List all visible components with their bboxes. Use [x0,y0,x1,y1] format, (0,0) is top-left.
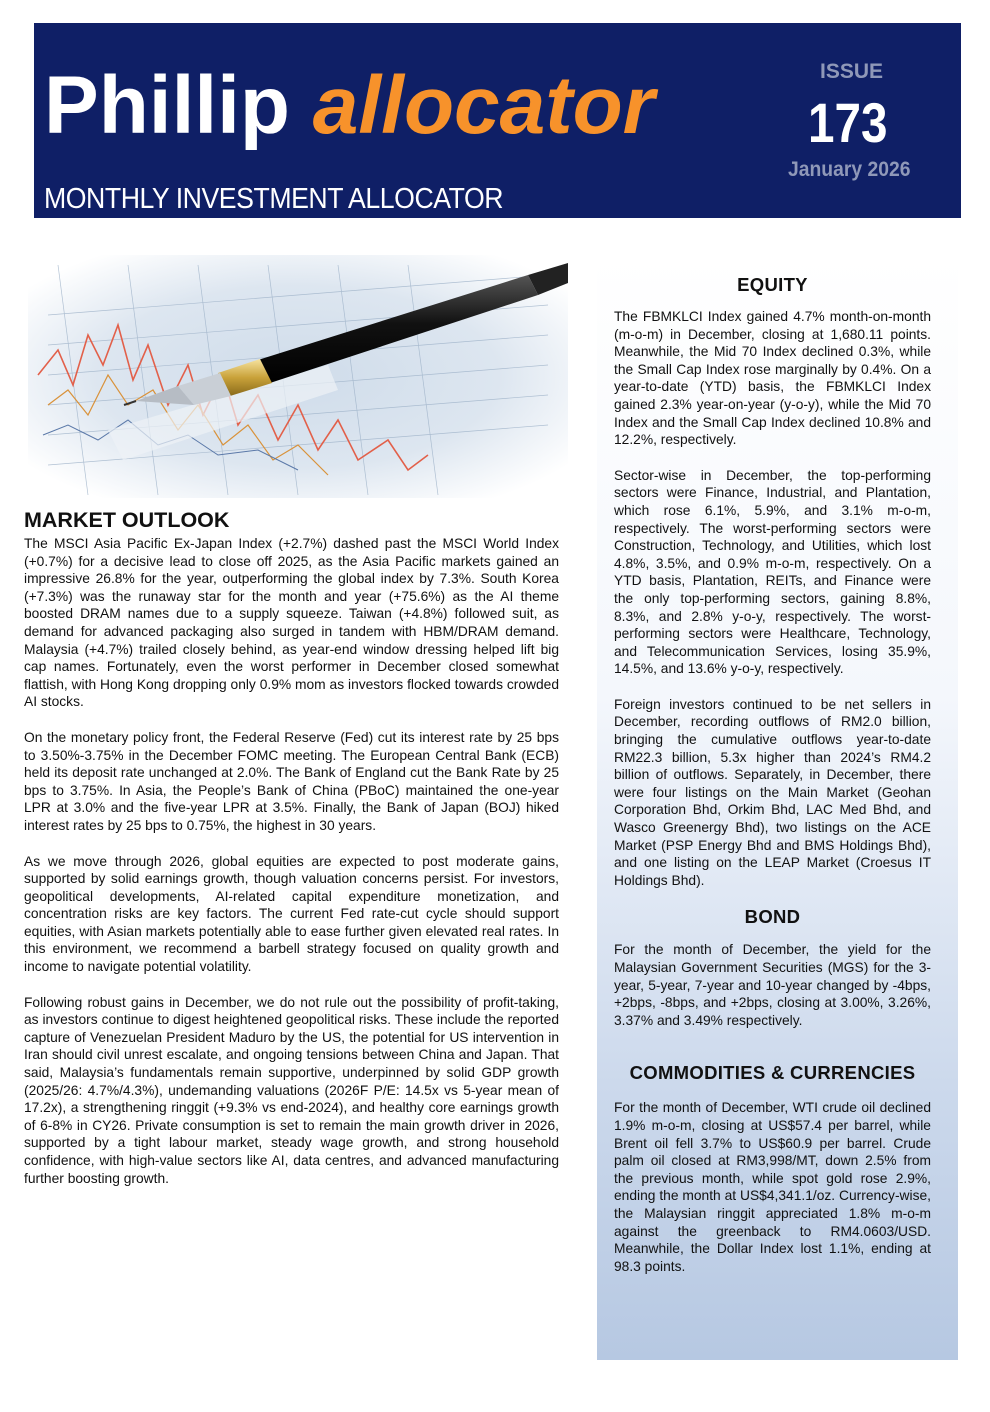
brand-word-phillip: Phillip [44,60,290,151]
brand-word-allocator: allocator [312,60,655,151]
market-outlook-heading: MARKET OUTLOOK [24,508,230,532]
market-outlook-section [24,508,559,1205]
issue-label: ISSUE [820,60,884,83]
publication-subtitle: MONTHLY INVESTMENT ALLOCATOR [44,183,504,215]
commodities-paragraph: For the month of December, WTI crude oil declined 1.9% m-o-m, closing at US$57.4 per barrel, while Brent oil fell 3.7% to US$60.9 per barrel. Crude palm oil closed at RM3,998/MT, down 2.5% from the previous month, while spot gold rose 2.9%, ending the month at US$4,341.1/oz. Currency-wise, the Malaysian ringgit appreciated 1.8% m-o-m against the greenback to RM4.0603/USD. Meanwhile, the Dollar Index lost 1.1%, ending at 98.3 points. [614,1100,931,1274]
market-outlook-paragraph: The MSCI Asia Pacific Ex-Japan Index (+2.7%) dashed past the MSCI World Index (+0.7%) for a decisive lead to close off 2025, as the Asia Pacific markets gained an impressive 26.8% for the year, outperforming the global index by 7.3%. South Korea (+7.3%) was the runaway star for the month and year (+75.6%) as the AI theme boosted DRAM names due to a supply squeeze. Taiwan (+4.8%) followed suit, as demand for advanced packaging also surged in tandem with HBM/DRAM demand. Malaysia (+4.7%) trailed closely behind, as year-end window dressing helped lift big cap names. Fortunately, even the worst performer in December closed somewhat flattish, with Hong Kong dropping only 0.9% mom as investors flocked towards crowded AI stocks. [24,536,559,710]
bond-heading: BOND [744,906,801,928]
chart-with-pen-photo [28,255,568,498]
market-outlook-paragraph: As we move through 2026, global equities are expected to post moderate gains, supported by solid earnings growth, though valuation concerns persist. For investors, geopolitical developments, AI-related capital expenditure monetization, and concentration risks are key factors. The current Fed rate-cut cycle should support equities, with Asian markets potentially able to ease further given elevated real rates. In this environment, we recommend a barbell strategy focused on quality growth and income to navigate potential volatility. [24,853,559,975]
brand-title [44,60,655,151]
commodities-heading: COMMODITIES & CURRENCIES [629,1062,916,1084]
issue-number: 173 [808,91,888,154]
bond-paragraph: For the month of December, the yield for the Malaysian Government Securities (MGS) for the 3-year, 5-year, 7-year and 10-year changed by -4bps, +2bps, -8bps, and +2bps, closing at 3.00%, 3.26%, 3.37% and 3.49% respectively. [614,942,931,1028]
equity-heading: EQUITY [737,274,808,295]
header-banner [34,23,961,218]
equity-paragraph: Sector-wise in December, the top-performing sectors were Finance, Industrial, and Plantation, which rose 6.1%, 5.9%, and 3.1% m-o-m, respectively. The worst-performing sectors were Construction, Technology, and Utilities, which lost 4.8%, 3.5%, and 0.9% m-o-m, respectively. On a YTD basis, Plantation, REITs, and Finance were the only top-performing sectors, gaining 8.8%, 8.3%, and 2.8% y-o-y, respectively. The worst-performing sectors were Healthcare, Technology, and Telecommunication Services, losing 35.9%, 14.5%, and 13.6% y-o-y, respectively. [614,467,931,677]
market-outlook-paragraph: Following robust gains in December, we do not rule out the possibility of profit-taking, as investors continue to digest heightened geopolitical risks. These include the reported capture of Venezuelan President Maduro by the US, the potential for US intervention in Iran should civil unrest escalate, and ongoing tensions between China and Japan. That said, Malaysia’s fundamentals remain supportive, underpinned by solid GDP growth (2025/26: 4.7%/4.3%), undemanding valuations (2026F P/E: 14.5x vs 5-year mean of 17.2x), a strengthening ringgit (+9.3% vs end-2024), and healthy core earnings growth of 6-8% in CY26. Private consumption is set to remain the main growth driver in 2026, supported by a tight labour market, steady wage growth, and strong household confidence, with high-value sectors like AI, data centres, and advanced manufacturing further boosting growth. [24,994,559,1186]
equity-paragraph: Foreign investors continued to be net sellers in December, recording outflows of RM2.0 billion, bringing the cumulative outflows year-to-date RM22.3 billion, 5.3x higher than 2024’s RM4.2 billion of outflows. Separately, in December, there were four listings on the Main Market (Geohan Corporation Bhd, Orkim Bhd, LAC Med Bhd, and Wasco Greenergy Bhd), two listings on the ACE Market (PSP Energy Bhd and BMS Holdings Bhd), and one listing on the LEAP Market (Croesus IT Holdings Bhd). [614,696,931,888]
side-panel [597,256,958,1360]
equity-paragraph: The FBMKLCI Index gained 4.7% month-on-month (m-o-m) in December, closing at 1,680.11 points. Meanwhile, the Mid 70 Index declined 0.3%, while the Small Cap Index rose marginally by 0.4%. On a year-to-date (YTD) basis, the FBMKLCI Index gained 2.3% year-on-year (y-o-y), while the Mid 70 Index and the Small Cap Index declined 10.8% and 12.2%, respectively. [614,309,931,448]
issue-date: January 2026 [788,158,911,181]
market-outlook-paragraph: On the monetary policy front, the Federal Reserve (Fed) cut its interest rate by 25 bps to 3.50%-3.75% in the December FOMC meeting. The European Central Bank (ECB) held its deposit rate unchanged at 2.0%. The Bank of England cut the Bank Rate by 25 bps to 3.75%. In Asia, the People’s Bank of China (PBoC) maintained the one-year LPR at 3.0% and the five-year LPR at 3.5%. Finally, the Bank of Japan (BOJ) hiked interest rates by 25 bps to 0.75%, the highest in 30 years. [24,729,559,833]
